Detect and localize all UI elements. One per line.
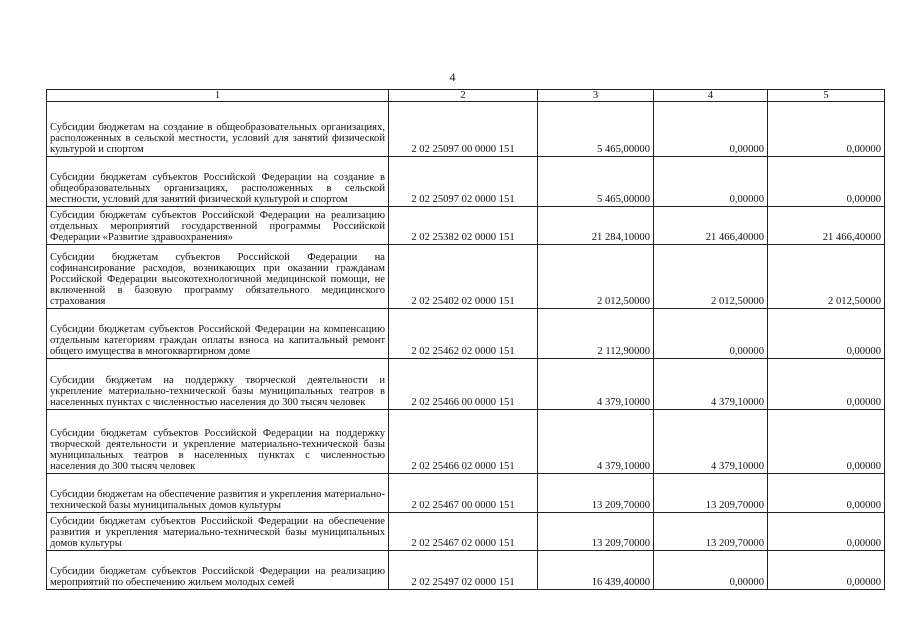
amount-cell-col3: 2 112,90000 [538, 309, 654, 359]
amount-cell-col5: 0,00000 [768, 474, 885, 513]
description-cell: Субсидии бюджетам субъектов Российской Федерации на поддержку творческой деятельности и укрепление материально-технической базы муниципальных театров в населенных пунктах с численностью населения до 300 тысяч человек [47, 410, 389, 474]
description-cell: Субсидии бюджетам на поддержку творческой деятельности и укрепление материально-технической базы муниципальных театров в населенных пунктах с численностью населения до 300 тысяч человек [47, 359, 389, 410]
description-cell: Субсидии бюджетам субъектов Российской Федерации на реализацию мероприятий по обеспечению жильем молодых семей [47, 551, 389, 590]
table-row [47, 410, 885, 474]
header-row [47, 90, 885, 102]
column-header-5: 5 [768, 90, 885, 102]
amount-cell-col5: 0,00000 [768, 410, 885, 474]
budget-code-cell: 2 02 25097 02 0000 151 [389, 157, 538, 207]
amount-cell-col5: 0,00000 [768, 309, 885, 359]
table-row [47, 474, 885, 513]
amount-cell-col4: 13 209,70000 [654, 474, 768, 513]
description-cell: Субсидии бюджетам субъектов Российской Федерации на софинансирование расходов, возникающих при оказании гражданам Российской Федерации высокотехнологичной медицинской помощи, не включенной в базовую программу обязательного медицинского страхования [47, 245, 389, 309]
description-cell: Субсидии бюджетам на обеспечение развития и укрепления материально-технической базы муниципальных домов культуры [47, 474, 389, 513]
amount-cell-col4: 21 466,40000 [654, 207, 768, 245]
budget-code-cell: 2 02 25467 02 0000 151 [389, 513, 538, 551]
amount-cell-col4: 2 012,50000 [654, 245, 768, 309]
description-cell: Субсидии бюджетам субъектов Российской Федерации на создание в общеобразовательных организациях, расположенных в сельской местности, условий для занятий физической культурой и спортом [47, 157, 389, 207]
amount-cell-col3: 13 209,70000 [538, 513, 654, 551]
amount-cell-col3: 16 439,40000 [538, 551, 654, 590]
amount-cell-col3: 4 379,10000 [538, 410, 654, 474]
page-number: 4 [449, 70, 456, 84]
amount-cell-col4: 0,00000 [654, 102, 768, 157]
amount-cell-col5: 0,00000 [768, 102, 885, 157]
description-cell: Субсидии бюджетам субъектов Российской Федерации на обеспечение развития и укрепления материально-технической базы муниципальных домов культуры [47, 513, 389, 551]
budget-code-cell: 2 02 25382 02 0000 151 [389, 207, 538, 245]
amount-cell-col5: 0,00000 [768, 513, 885, 551]
description-cell: Субсидии бюджетам субъектов Российской Федерации на компенсацию отдельным категориям граждан оплаты взноса на капитальный ремонт общего имущества в многоквартирном доме [47, 309, 389, 359]
amount-cell-col5: 21 466,40000 [768, 207, 885, 245]
column-header-1: 1 [47, 90, 389, 102]
amount-cell-col3: 2 012,50000 [538, 245, 654, 309]
column-header-4: 4 [654, 90, 768, 102]
amount-cell-col4: 4 379,10000 [654, 410, 768, 474]
table-row [47, 157, 885, 207]
amount-cell-col3: 4 379,10000 [538, 359, 654, 410]
table-row [47, 102, 885, 157]
table-row [47, 309, 885, 359]
amount-cell-col3: 13 209,70000 [538, 474, 654, 513]
budget-code-cell: 2 02 25097 00 0000 151 [389, 102, 538, 157]
amount-cell-col4: 4 379,10000 [654, 359, 768, 410]
table-row [47, 207, 885, 245]
budget-code-cell: 2 02 25467 00 0000 151 [389, 474, 538, 513]
description-cell: Субсидии бюджетам субъектов Российской Федерации на реализацию отдельных мероприятий государственной программы Российской Федерации «Развитие здравоохранения» [47, 207, 389, 245]
column-header-3: 3 [538, 90, 654, 102]
description-cell: Субсидии бюджетам на создание в общеобразовательных организациях, расположенных в сельской местности, условий для занятий физической культурой и спортом [47, 102, 389, 157]
amount-cell-col4: 0,00000 [654, 157, 768, 207]
amount-cell-col4: 13 209,70000 [654, 513, 768, 551]
amount-cell-col5: 2 012,50000 [768, 245, 885, 309]
budget-code-cell: 2 02 25497 02 0000 151 [389, 551, 538, 590]
amount-cell-col5: 0,00000 [768, 359, 885, 410]
table-row [47, 245, 885, 309]
amount-cell-col5: 0,00000 [768, 157, 885, 207]
table-row [47, 513, 885, 551]
amount-cell-col3: 21 284,10000 [538, 207, 654, 245]
budget-code-cell: 2 02 25402 02 0000 151 [389, 245, 538, 309]
table-row [47, 551, 885, 590]
column-header-2: 2 [389, 90, 538, 102]
table-body [47, 102, 885, 590]
amount-cell-col3: 5 465,00000 [538, 157, 654, 207]
budget-code-cell: 2 02 25466 02 0000 151 [389, 410, 538, 474]
amount-cell-col5: 0,00000 [768, 551, 885, 590]
budget-code-cell: 2 02 25462 02 0000 151 [389, 309, 538, 359]
amount-cell-col4: 0,00000 [654, 309, 768, 359]
table-row [47, 359, 885, 410]
amount-cell-col4: 0,00000 [654, 551, 768, 590]
budget-code-cell: 2 02 25466 00 0000 151 [389, 359, 538, 410]
amount-cell-col3: 5 465,00000 [538, 102, 654, 157]
budget-table [46, 89, 885, 590]
